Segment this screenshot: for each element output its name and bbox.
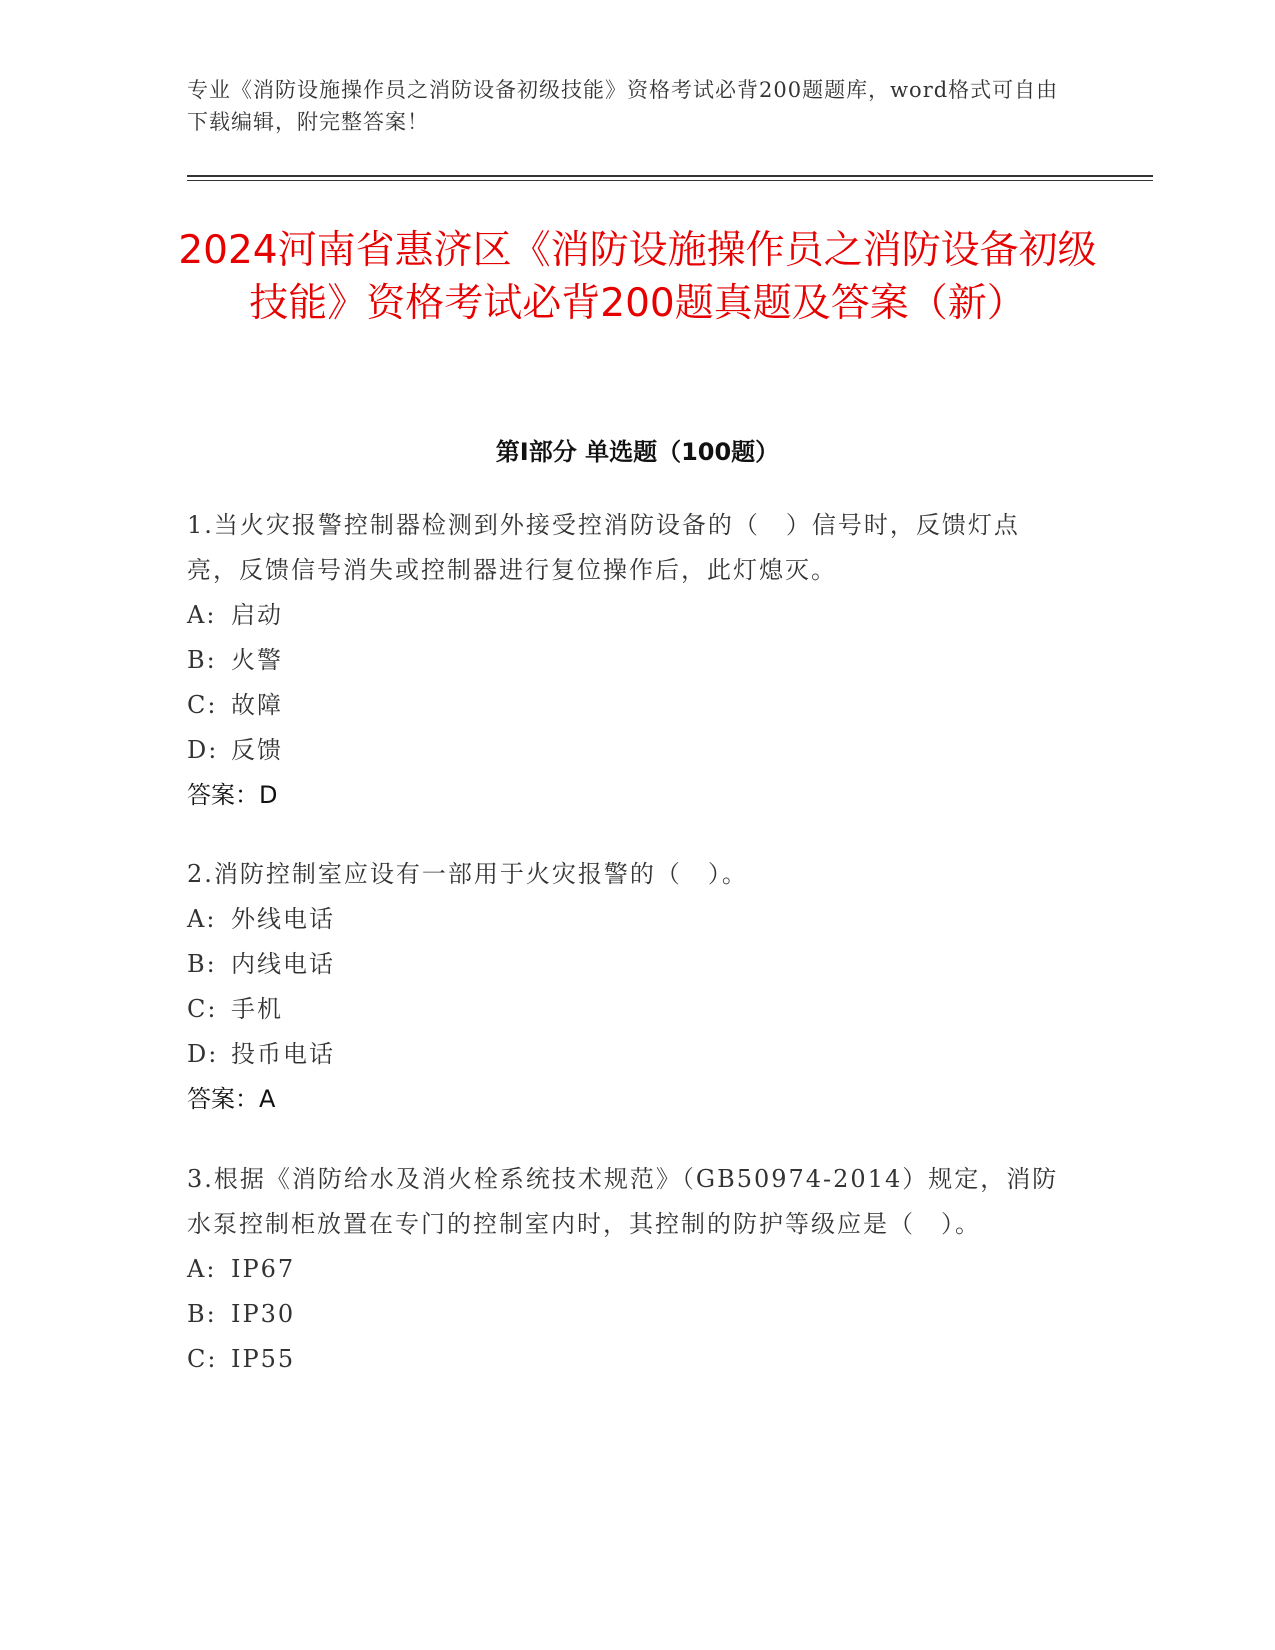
question-stem: 2.消防控制室应设有一部用于火灾报警的（ ）。 xyxy=(187,860,748,888)
option-letter: C: xyxy=(187,995,218,1023)
option-text: 外线电话 xyxy=(231,905,335,933)
option-d xyxy=(187,728,1067,773)
option-text: 火警 xyxy=(231,646,283,674)
option-text: IP55 xyxy=(231,1345,296,1373)
header-rule-thick xyxy=(187,175,1153,177)
option-b xyxy=(187,638,1067,683)
option-letter: D: xyxy=(187,736,219,764)
option-text: 启动 xyxy=(231,601,283,629)
question-3 xyxy=(187,1157,1067,1382)
answer: 答案：D xyxy=(187,781,278,809)
option-text: 故障 xyxy=(231,691,283,719)
option-letter: B: xyxy=(187,646,217,674)
question-stem: 3.根据《消防给水及消火栓系统技术规范》（GB50974-2014）规定，消防水泵控制柜放置在专门的控制室内时，其控制的防护等级应是（ ）。 xyxy=(187,1165,1059,1238)
option-a xyxy=(187,897,1067,942)
option-letter: A: xyxy=(187,905,217,933)
answer: 答案：A xyxy=(187,1085,276,1113)
header-rule-thin xyxy=(187,180,1153,181)
option-b xyxy=(187,1292,1067,1337)
option-letter: A: xyxy=(187,601,217,629)
option-a xyxy=(187,593,1067,638)
question-2 xyxy=(187,852,1067,1122)
option-text: IP67 xyxy=(231,1255,296,1283)
option-text: 反馈 xyxy=(231,736,283,764)
option-text: IP30 xyxy=(231,1300,296,1328)
section-title: 第Ⅰ部分 单选题（100题） xyxy=(495,438,780,466)
option-letter: A: xyxy=(187,1255,217,1283)
option-c xyxy=(187,987,1067,1032)
option-c xyxy=(187,683,1067,728)
option-letter: B: xyxy=(187,950,217,978)
option-text: 手机 xyxy=(231,995,283,1023)
option-text: 投币电话 xyxy=(231,1040,335,1068)
question-stem: 1.当火灾报警控制器检测到外接受控消防设备的（ ）信号时，反馈灯点亮，反馈信号消失或控制器进行复位操作后，此灯熄灭。 xyxy=(187,511,1020,584)
option-text: 内线电话 xyxy=(231,950,335,978)
option-c xyxy=(187,1337,1067,1382)
question-1 xyxy=(187,503,1067,818)
option-letter: B: xyxy=(187,1300,217,1328)
document-title: 2024河南省惠济区《消防设施操作员之消防设备初级技能》资格考试必背200题真题及答案（新） xyxy=(178,228,1097,326)
header-note: 专业《消防设施操作员之消防设备初级技能》资格考试必背200题题库，word格式可自由下载编辑，附完整答案！ xyxy=(187,78,1059,134)
option-a xyxy=(187,1247,1067,1292)
option-letter: D: xyxy=(187,1040,219,1068)
option-letter: C: xyxy=(187,1345,218,1373)
option-letter: C: xyxy=(187,691,218,719)
option-b xyxy=(187,942,1067,987)
option-d xyxy=(187,1032,1067,1077)
